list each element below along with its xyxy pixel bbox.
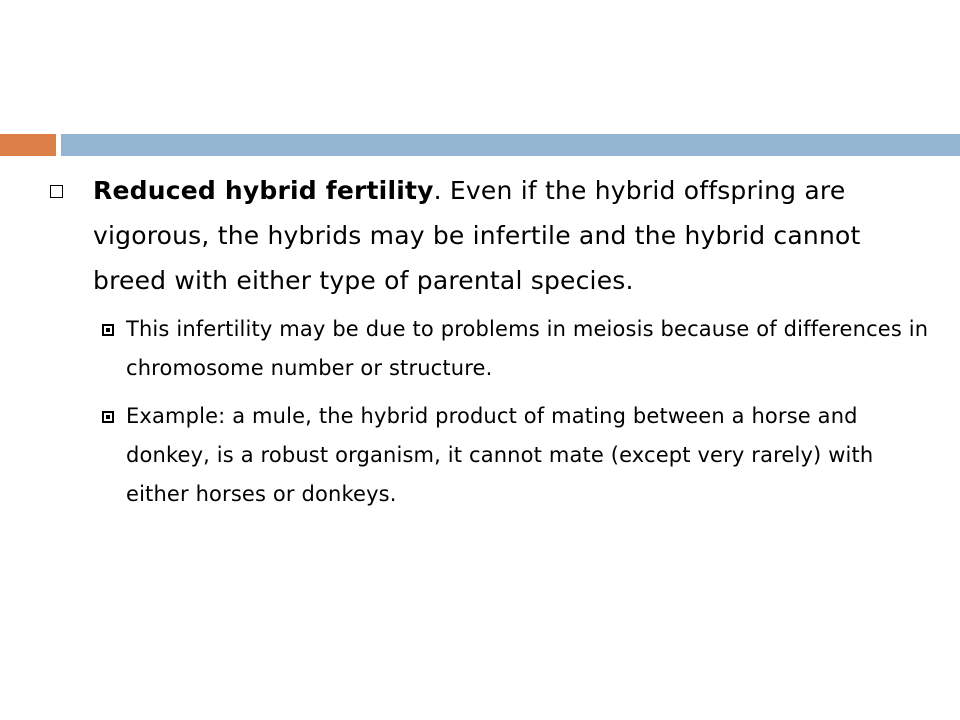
sub-bullet-text: Example: a mule, the hybrid product of mating between a horse and donkey, is a robust organism, it cannot mate (except very rarely) with either horses or donkeys.: [126, 404, 874, 506]
hollow-square-bullet-icon: [50, 185, 63, 198]
main-bullet-text: . Even if the hybrid offspring are vigorous, the hybrids may be infertile and the hybrid cannot breed with either type of parental species.: [93, 176, 861, 295]
square-dot-bullet-icon: [102, 411, 114, 423]
main-bullet-paragraph: [50, 168, 930, 303]
sub-bullet-text: This infertility may be due to problems in meiosis because of differences in chromosome number or structure.: [126, 317, 929, 380]
square-dot-bullet-icon: [102, 324, 114, 336]
header-accent-bar-orange: [0, 134, 56, 156]
sub-bullet-item: [100, 310, 930, 388]
slide-body: [50, 168, 930, 514]
header-accent-bar-blue: [61, 134, 960, 156]
sub-bullet-item: [100, 397, 930, 514]
main-bullet-lead-term: Reduced hybrid fertility: [93, 176, 434, 205]
